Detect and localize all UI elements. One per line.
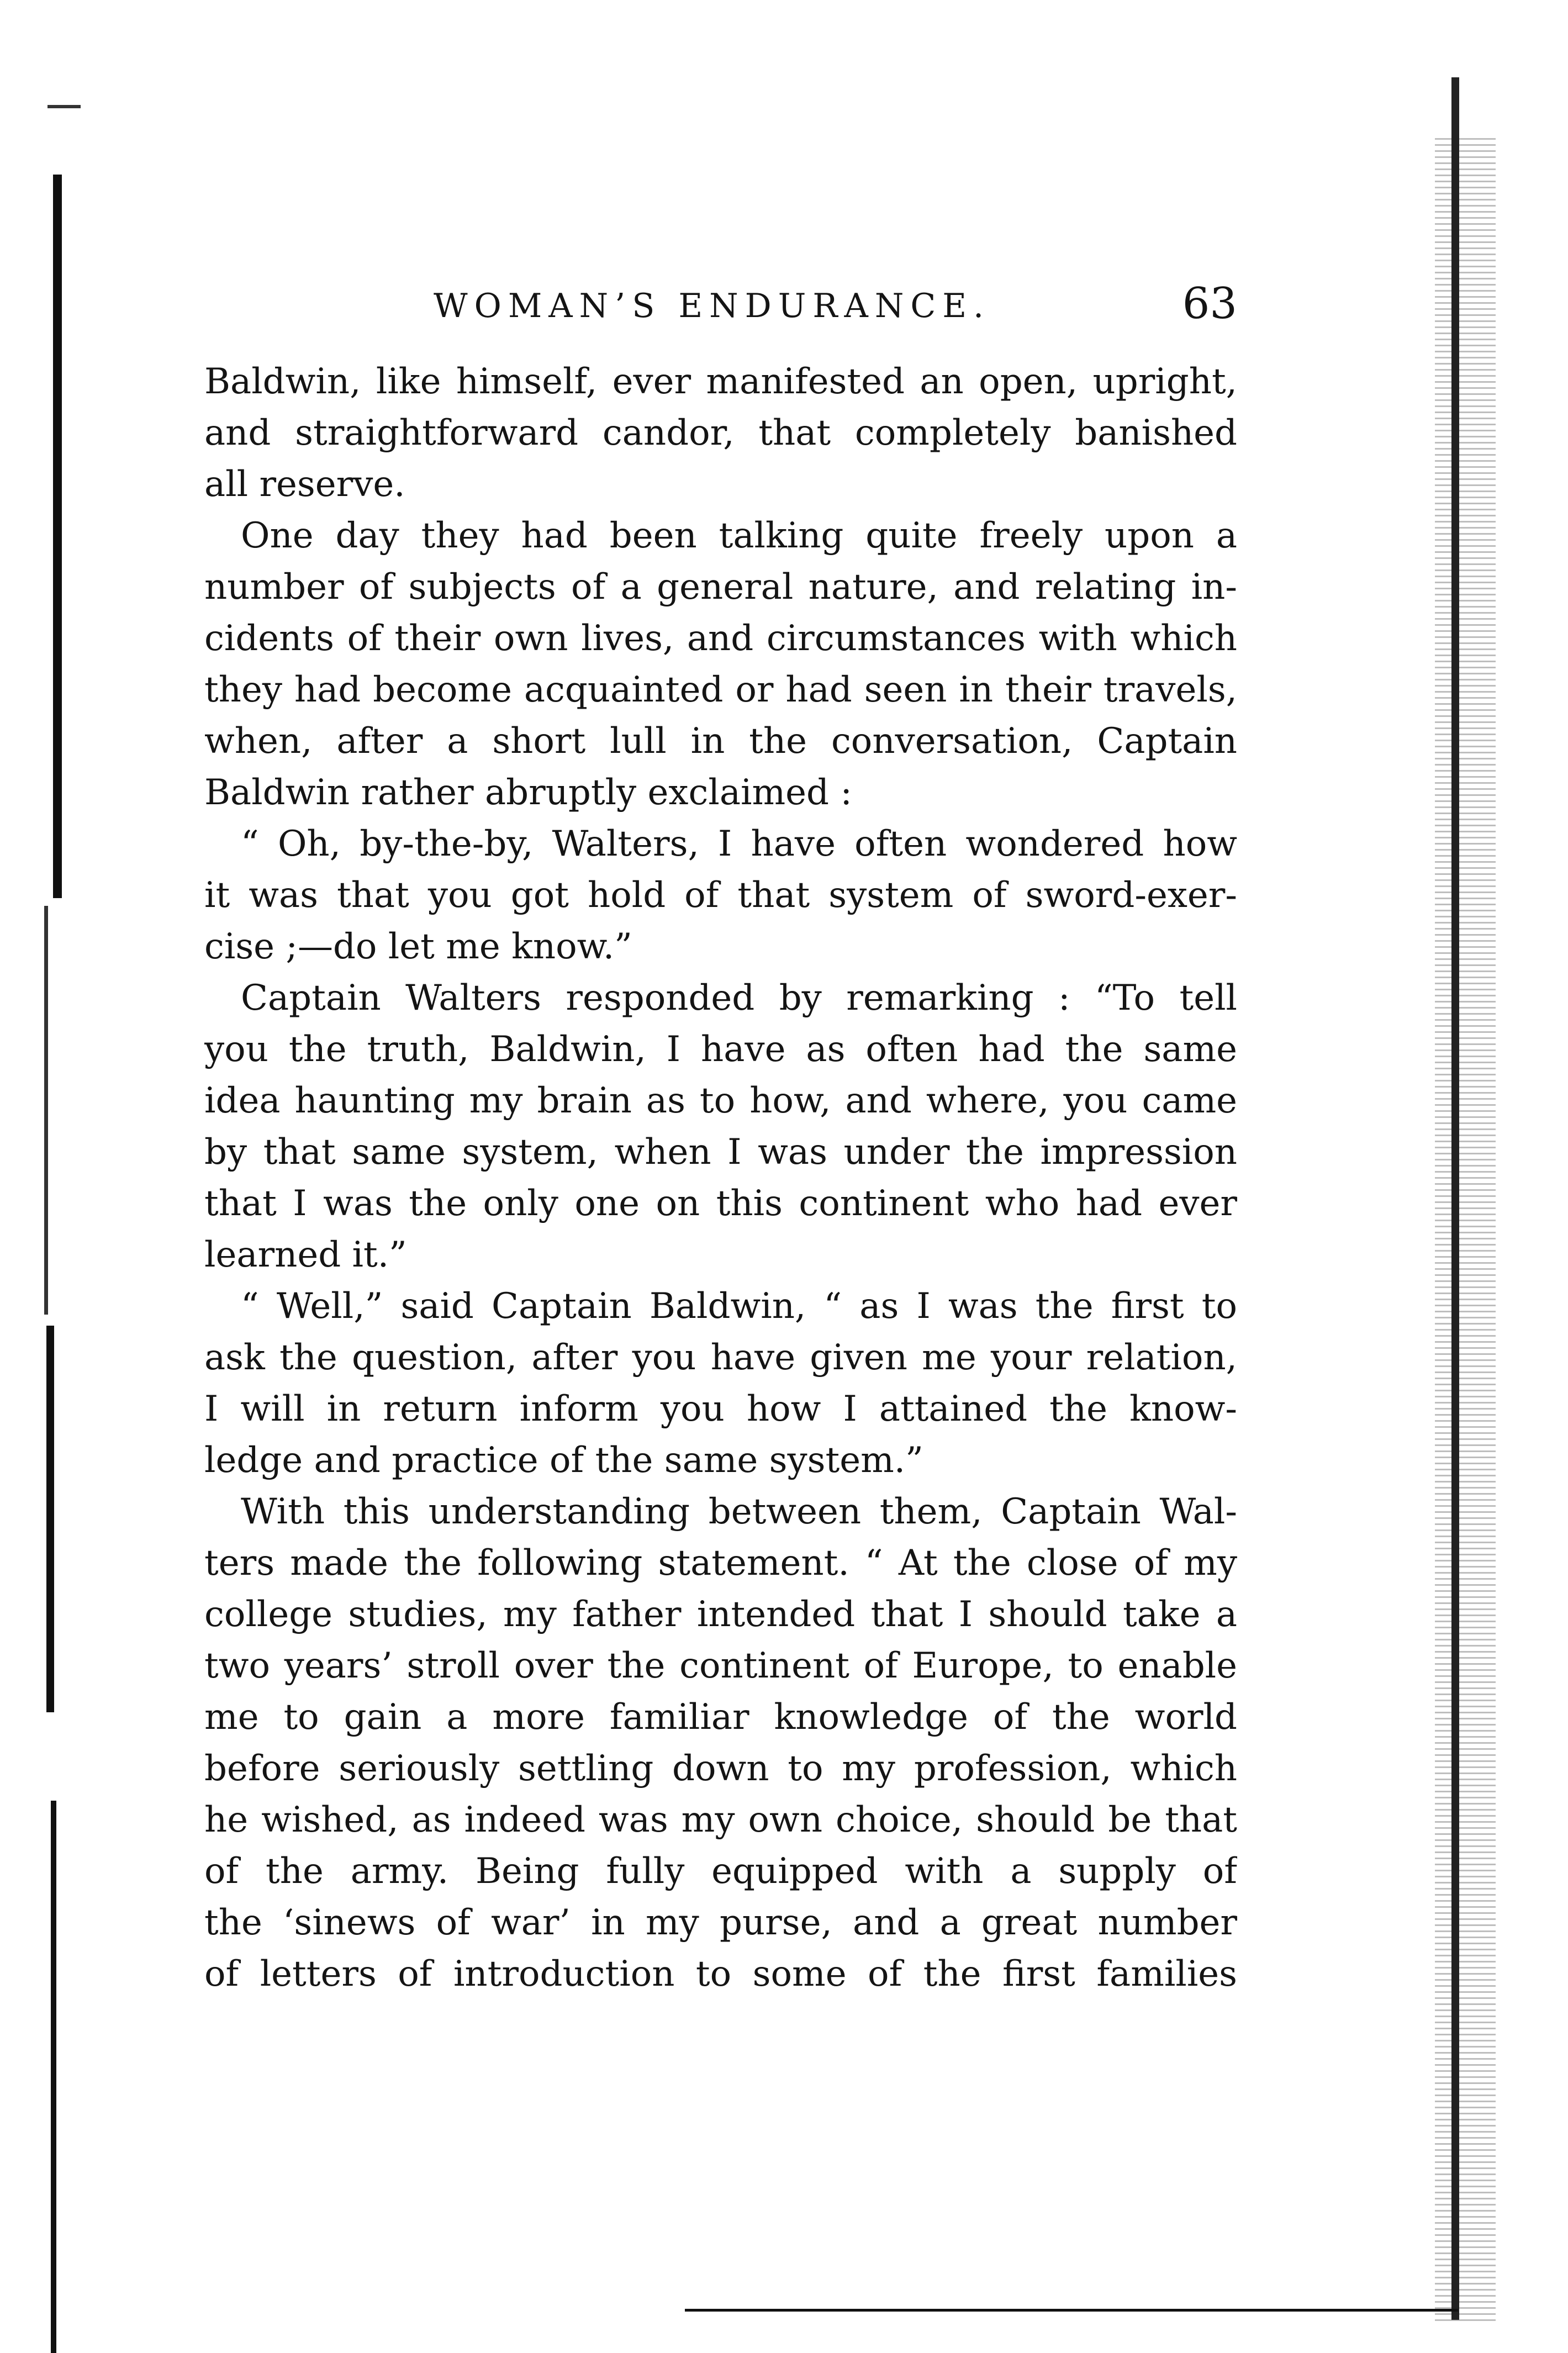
text-line: Baldwin rather abruptly exclaimed : (204, 772, 852, 813)
text-line: when, after a short lull in the conversation, Captain (204, 721, 1237, 762)
scan-edge-shadow-left (51, 1801, 56, 2353)
running-title: WOMAN’S ENDURANCE. (434, 287, 991, 325)
text-line: and straightforward candor, that completely banished (204, 413, 1237, 453)
text-line: ledge and practice of the same system.” (204, 1440, 923, 1481)
text-line: number of subjects of a general nature, and relating in- (204, 567, 1237, 608)
text-line: “ Well,” said Captain Baldwin, “ as I was the first to (241, 1286, 1237, 1327)
scan-bottom-rule (685, 2309, 1458, 2312)
running-head (204, 279, 1237, 340)
text-line: of letters of introduction to some of the first families (204, 1954, 1237, 1995)
text-line: Baldwin, like himself, ever manifested an open, upright, (204, 361, 1237, 402)
text-line: cise ;—do let me know.” (204, 926, 632, 967)
text-line: I will in return inform you how I attained the know- (204, 1389, 1237, 1429)
text-line: ters made the following statement. “ At the close of my (204, 1543, 1237, 1584)
scan-edge-mark (47, 105, 81, 108)
scan-edge-shadow-right (1451, 77, 1459, 2320)
text-line: the ‘sinews of war’ in my purse, and a great number (204, 1902, 1237, 1943)
page-number: 63 (1182, 279, 1237, 329)
text-line: ask the question, after you have given me your relation, (204, 1337, 1237, 1378)
text-line: all reserve. (204, 464, 405, 505)
text-line: it was that you got hold of that system of sword-exer- (204, 875, 1237, 916)
text-line: “ Oh, by-the-by, Walters, I have often wondered how (241, 824, 1237, 864)
text-line: before seriously settling down to my profession, which (204, 1748, 1237, 1789)
text-line: two years’ stroll over the continent of Europe, to enable (204, 1645, 1237, 1686)
text-line: they had become acquainted or had seen in their travels, (204, 669, 1237, 710)
text-line: that I was the only one on this continent who had ever (204, 1183, 1237, 1224)
scan-edge-shadow-left (53, 175, 62, 898)
text-line: One day they had been talking quite freely upon a (241, 515, 1237, 556)
text-line: With this understanding between them, Captain Wal- (241, 1491, 1237, 1532)
text-line: he wished, as indeed was my own choice, should be that (204, 1800, 1237, 1840)
scan-edge-speckle-right (1435, 138, 1496, 2325)
text-line: me to gain a more familiar knowledge of the world (204, 1697, 1237, 1738)
scan-edge-shadow-left (46, 1326, 54, 1712)
body-text (204, 356, 1237, 2000)
scan-edge-shadow-left (44, 906, 48, 1315)
text-line: of the army. Being fully equipped with a supply of (204, 1851, 1237, 1892)
text-line: cidents of their own lives, and circumstances with which (204, 618, 1237, 659)
text-line: you the truth, Baldwin, I have as often had the same (204, 1029, 1237, 1070)
text-line: learned it.” (204, 1234, 407, 1275)
text-line: idea haunting my brain as to how, and where, you came (204, 1080, 1237, 1121)
text-line: Captain Walters responded by remarking : “To tell (241, 978, 1237, 1019)
text-line: college studies, my father intended that I should take a (204, 1594, 1237, 1635)
text-line: by that same system, when I was under the impression (204, 1132, 1237, 1173)
